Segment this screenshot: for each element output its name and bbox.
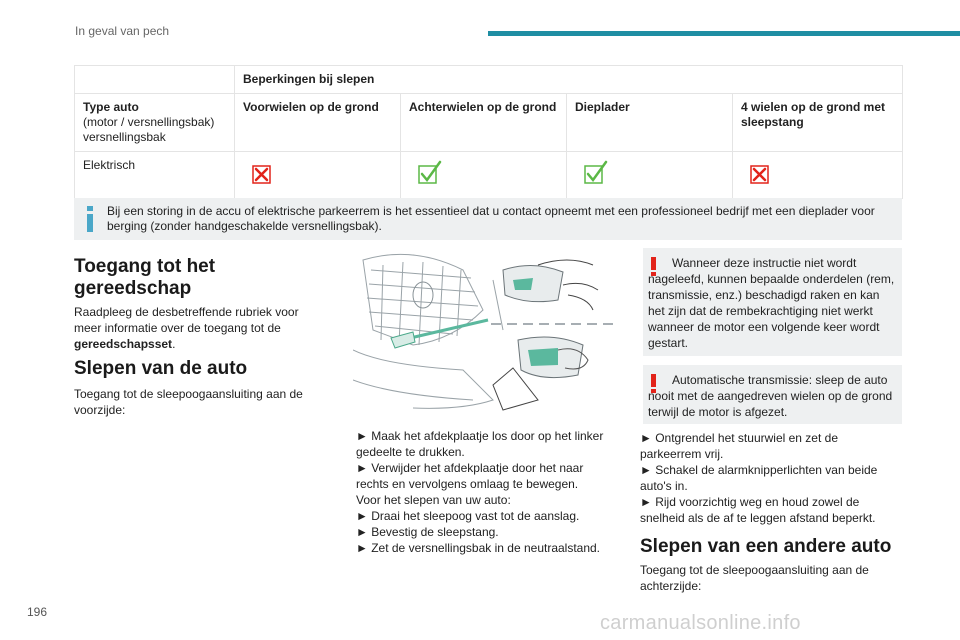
table-type-header bbox=[75, 94, 235, 152]
table-row bbox=[75, 66, 903, 94]
column-header: Achterwielen op de grond bbox=[401, 94, 567, 152]
warning-text: Automatische transmissie: sleep de auto nooit met de aangedreven wielen op de grond terwijl de motor is afgezet. bbox=[648, 373, 893, 419]
cross-mark bbox=[754, 169, 765, 180]
status-cell bbox=[733, 152, 903, 199]
type-sublabel: (motor / versnellingsbak) bbox=[83, 115, 215, 129]
list-item: Voor het slepen van uw auto: bbox=[356, 493, 511, 507]
list-item: ► Draai het sleepoog vast tot de aanslag. bbox=[356, 509, 580, 523]
steps-list bbox=[356, 428, 616, 556]
check-icon bbox=[417, 160, 443, 186]
list-item: ► Maak het afdekplaatje los door op het linker gedeelte te drukken. bbox=[356, 429, 604, 459]
warning-text: Wanneer deze instructie niet wordt nageleefd, kunnen bepaalde onderdelen (rem, transmissie, enz.) beschadigd raken en kan het zijn dat de rembekrachtiging niet werkt wanneer de motor een volgende keer wordt gestart. bbox=[648, 256, 895, 350]
heading-andere-auto: Slepen van een andere auto bbox=[640, 536, 892, 557]
bold-term: gereedschapsset bbox=[74, 337, 173, 351]
list-item: ► Schakel de alarmknipperlichten van beide auto's in. bbox=[640, 463, 878, 493]
check-mark bbox=[588, 162, 606, 180]
paragraph-andere-auto: Toegang tot de sleepoogaansluiting aan de achterzijde: bbox=[640, 563, 869, 593]
status-cell bbox=[401, 152, 567, 199]
right-steps-list bbox=[640, 430, 902, 526]
cross-mark bbox=[256, 169, 267, 180]
list-item: ► Bevestig de sleepstang. bbox=[356, 525, 499, 539]
info-box bbox=[74, 198, 902, 240]
table-header-title: Beperkingen bij slepen bbox=[235, 66, 903, 94]
warning-box bbox=[643, 248, 902, 356]
check-icon bbox=[583, 160, 609, 186]
info-icon bbox=[86, 206, 94, 232]
column-header: Dieplader bbox=[567, 94, 733, 152]
type-label: Type auto bbox=[83, 100, 139, 114]
list-item: ► Verwijder het afdekplaatje door het naar rechts en vervolgens omlaag te bewegen. bbox=[356, 461, 584, 491]
warning-box bbox=[643, 365, 902, 424]
list-item: ► Zet de versnellingsbak in de neutraalstand. bbox=[356, 541, 601, 555]
list-item: ► Ontgrendel het stuurwiel en zet de parkeerrem vrij. bbox=[640, 431, 838, 461]
text-segment: Raadpleeg de desbetreffende rubriek voor meer informatie over de toegang tot de bbox=[74, 305, 299, 335]
text-segment: . bbox=[172, 337, 176, 351]
section-title: In geval van pech bbox=[75, 24, 170, 38]
front-tow-eye-illustration bbox=[353, 250, 613, 415]
paragraph-slepen: Toegang tot de sleepoogaansluiting aan de voorzijde: bbox=[74, 387, 303, 417]
page-number: 196 bbox=[27, 605, 48, 619]
row-label: Elektrisch bbox=[75, 152, 235, 199]
check-mark bbox=[422, 162, 440, 180]
table-row bbox=[75, 94, 903, 152]
column-header: 4 wielen op de grond met sleepstang bbox=[733, 94, 903, 152]
status-cell bbox=[235, 152, 401, 199]
header-accent-bar bbox=[488, 31, 960, 36]
cross-icon bbox=[749, 160, 775, 186]
paragraph-toegang bbox=[74, 304, 324, 352]
watermark: carmanualsonline.info bbox=[600, 612, 801, 634]
heading-toegang: Toegang tot het gereedschap bbox=[74, 256, 216, 299]
cross-icon bbox=[251, 160, 277, 186]
heading-slepen: Slepen van de auto bbox=[74, 358, 248, 379]
column-header: Voorwielen op de grond bbox=[235, 94, 401, 152]
info-text: Bij een storing in de accu of elektrische parkeerrem is het essentieel dat u contact opneemt met een professioneel bedrijf met een dieplader voor berging (zonder handgeschakelde versnellingsbak). bbox=[107, 204, 875, 233]
table-row bbox=[75, 152, 903, 199]
type-sublabel-2: versnellingsbak bbox=[83, 130, 166, 144]
list-item: ► Rijd voorzichtig weg en houd zowel de snelheid als de af te leggen afstand beperkt. bbox=[640, 495, 876, 525]
towing-limits-table bbox=[74, 65, 903, 199]
status-cell bbox=[567, 152, 733, 199]
table-corner-cell bbox=[75, 66, 235, 94]
